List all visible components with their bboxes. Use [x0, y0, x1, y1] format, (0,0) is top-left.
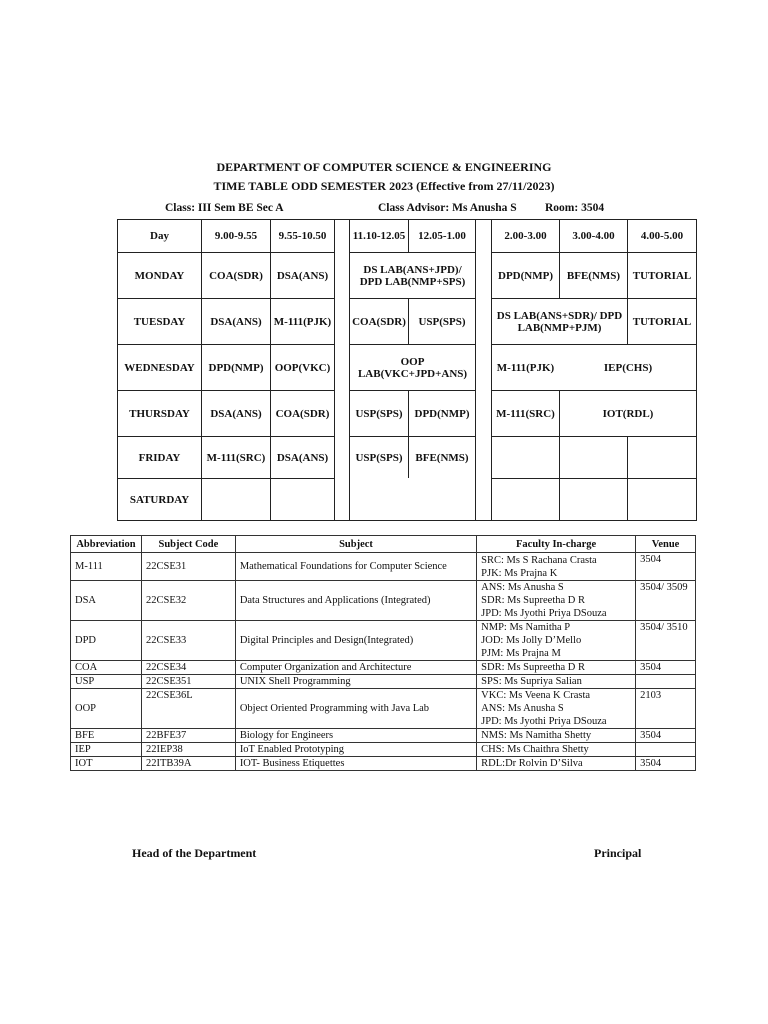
venue-cell: 2103: [636, 689, 696, 729]
faculty-line: JOD: Ms Jolly D’Mello: [481, 635, 582, 646]
period-cell: BFE(NMS): [415, 451, 469, 464]
day-label-friday: FRIDAY: [138, 451, 181, 464]
faculty-cell: [477, 757, 636, 771]
subject-code-cell: 22CSE34: [141, 661, 235, 675]
table-row: [71, 581, 696, 621]
subject-code-cell: 22IEP38: [141, 743, 235, 757]
slot-header: 11.10-12.05: [352, 230, 406, 242]
faculty-line: SDR: Ms Supreetha D R: [481, 662, 586, 673]
faculty-line: NMP: Ms Namitha P: [481, 622, 571, 633]
day-label-tuesday: TUESDAY: [133, 315, 186, 328]
subject-code-cell: 22CSE32: [141, 581, 235, 621]
table-row: [71, 661, 696, 675]
abbreviation-cell: IEP: [71, 743, 142, 757]
abbreviation-cell: DSA: [71, 581, 142, 621]
column-header: Venue: [636, 536, 696, 553]
subject-cell: Mathematical Foundations for Computer Science: [235, 553, 476, 581]
period-cell: USP(SPS): [418, 315, 466, 328]
period-cell: USP(SPS): [355, 451, 403, 464]
subject-code-cell: 22CSE351: [141, 675, 235, 689]
subject-cell: Data Structures and Applications (Integrated): [235, 581, 476, 621]
subject-cell: Digital Principles and Design(Integrated): [235, 621, 476, 661]
period-cell: OOP(VKC): [274, 361, 331, 374]
period-cell: IEP(CHS): [603, 361, 653, 374]
day-label-thursday: THURSDAY: [129, 407, 190, 420]
faculty-cell: [477, 621, 636, 661]
faculty-cell: [477, 689, 636, 729]
subject-code-cell: 22CSE36L: [141, 689, 235, 729]
period-cell: DPD(NMP): [414, 407, 470, 420]
abbreviation-cell: OOP: [71, 689, 142, 729]
venue-cell: 3504: [636, 661, 696, 675]
period-cell: USP(SPS): [355, 407, 403, 420]
subject-cell: Biology for Engineers: [235, 729, 476, 743]
faculty-line: RDL:Dr Rolvin D’Silva: [481, 758, 583, 769]
room-label: Room: 3504: [545, 202, 605, 214]
principal-signature-label: Principal: [594, 846, 642, 860]
table-header-row: [71, 536, 696, 553]
slot-header: 4.00-5.00: [640, 230, 684, 242]
slot-header: 12.05-1.00: [418, 230, 466, 242]
class-label: Class: III Sem BE Sec A: [165, 202, 284, 214]
abbreviation-cell: USP: [71, 675, 142, 689]
period-cell: M-111(SRC): [206, 451, 266, 464]
day-label-wednesday: WEDNESDAY: [124, 361, 195, 374]
faculty-line: SRC: Ms S Rachana Crasta: [481, 554, 597, 566]
period-cell: TUTORIAL: [632, 269, 692, 282]
subject-table: [70, 535, 696, 771]
day-label-saturday: SATURDAY: [129, 493, 190, 506]
venue-cell: 3504/ 3509: [636, 581, 696, 621]
faculty-line: SPS: Ms Supriya Salian: [481, 676, 582, 687]
period-cell: DSA(ANS): [276, 451, 329, 464]
period-cell: COA(SDR): [352, 315, 406, 328]
period-cell: DSA(ANS): [210, 407, 262, 420]
table-row: [71, 743, 696, 757]
abbreviation-cell: DPD: [71, 621, 142, 661]
subject-cell: Object Oriented Programming with Java Lab: [235, 689, 476, 729]
abbreviation-cell: M-111: [71, 553, 142, 581]
period-cell: DSA(ANS): [276, 269, 329, 282]
faculty-line: SDR: Ms Supreetha D R: [481, 595, 586, 606]
faculty-line: JPD: Ms Jyothi Priya DSouza: [481, 608, 607, 619]
period-cell: M-111(SRC): [496, 407, 555, 420]
faculty-line: JPD: Ms Jyothi Priya DSouza: [481, 716, 607, 727]
period-cell: COA(SDR): [275, 407, 330, 420]
table-row: [71, 675, 696, 689]
lab-cell: DS LAB(ANS+SDR)/ DPD LAB(NMP+PJM): [496, 309, 623, 334]
venue-cell: [636, 743, 696, 757]
lab-cell: OOP LAB(VKC+JPD+ANS): [357, 355, 468, 380]
subject-code-cell: 22BFE37: [141, 729, 235, 743]
faculty-line: PJM: Ms Prajna M: [481, 648, 561, 659]
slot-header: 9.55-10.50: [278, 230, 327, 242]
hod-signature-label: Head of the Department: [132, 846, 257, 860]
faculty-cell: [477, 661, 636, 675]
faculty-line: ANS: Ms Anusha S: [481, 703, 564, 714]
table-row: [71, 757, 696, 771]
day-label-monday: MONDAY: [134, 269, 185, 282]
period-cell: BFE(NMS): [566, 269, 621, 282]
faculty-line: CHS: Ms Chaithra Shetty: [481, 744, 589, 755]
faculty-cell: [477, 729, 636, 743]
period-cell: M-111(PJK): [496, 361, 555, 374]
venue-cell: 3504: [636, 757, 696, 771]
slot-header: 9.00-9.55: [214, 230, 258, 242]
table-row: [71, 553, 696, 581]
day-header: Day: [150, 230, 169, 242]
table-row: [71, 621, 696, 661]
venue-cell: 3504: [636, 729, 696, 743]
faculty-cell: [477, 743, 636, 757]
period-cell: DPD(NMP): [208, 361, 264, 374]
faculty-line: NMS: Ms Namitha Shetty: [481, 730, 592, 741]
venue-cell: [636, 675, 696, 689]
class-advisor-label: Class Advisor: Ms Anusha S: [378, 202, 517, 214]
column-header: Subject Code: [141, 536, 235, 553]
table-row: [71, 689, 696, 729]
abbreviation-cell: IOT: [71, 757, 142, 771]
lab-cell: DS LAB(ANS+JPD)/ DPD LAB(NMP+SPS): [359, 263, 466, 288]
subject-cell: Computer Organization and Architecture: [235, 661, 476, 675]
period-cell: IOT(RDL): [602, 407, 654, 420]
slot-header: 3.00-4.00: [572, 230, 615, 242]
faculty-cell: [477, 675, 636, 689]
timetable-title: TIME TABLE ODD SEMESTER 2023 (Effective from 27/11/2023): [213, 179, 555, 193]
period-cell: M-111(PJK): [273, 315, 332, 328]
period-cell: COA(SDR): [209, 269, 263, 282]
abbreviation-cell: BFE: [71, 729, 142, 743]
slot-header: 2.00-3.00: [504, 230, 547, 242]
column-header: Abbreviation: [71, 536, 142, 553]
column-header: Subject: [235, 536, 476, 553]
subject-cell: UNIX Shell Programming: [235, 675, 476, 689]
table-row: [71, 729, 696, 743]
period-cell: DSA(ANS): [210, 315, 262, 328]
faculty-line: ANS: Ms Anusha S: [481, 582, 564, 593]
period-cell: TUTORIAL: [632, 315, 692, 328]
subject-code-cell: 22CSE31: [141, 553, 235, 581]
faculty-line: PJK: Ms Prajna K: [481, 567, 558, 579]
subject-cell: IOT- Business Etiquettes: [235, 757, 476, 771]
venue-cell: 3504: [636, 553, 696, 581]
faculty-cell: [477, 581, 636, 621]
period-cell: DPD(NMP): [498, 269, 553, 282]
faculty-line: VKC: Ms Veena K Crasta: [481, 690, 591, 701]
column-header: Faculty In-charge: [477, 536, 636, 553]
abbreviation-cell: COA: [71, 661, 142, 675]
faculty-cell: [477, 553, 636, 581]
subject-cell: IoT Enabled Prototyping: [235, 743, 476, 757]
department-title: DEPARTMENT OF COMPUTER SCIENCE & ENGINEERING: [216, 160, 552, 174]
subject-code-cell: 22CSE33: [141, 621, 235, 661]
venue-cell: 3504/ 3510: [636, 621, 696, 661]
subject-code-cell: 22ITB39A: [141, 757, 235, 771]
